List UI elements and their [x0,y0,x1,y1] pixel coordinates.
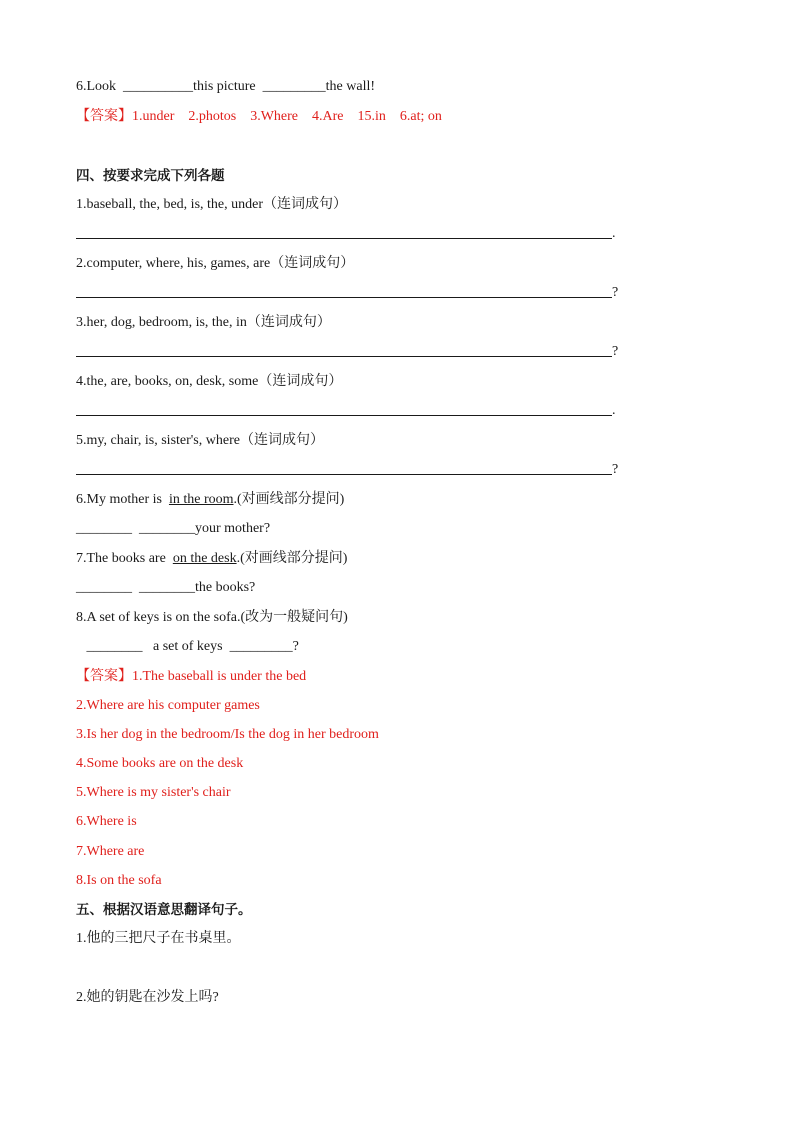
item-2-prompt: 2.computer, where, his, games, are（连词成句） [76,256,355,271]
answer-label: 【答案】 [76,109,132,124]
item-7-underlined: on the desk [172,551,237,566]
item-7-post: .(对画线部分提问) [236,551,348,566]
answer-6: 6.Where is [76,814,137,829]
item-7-fill: ________ ________the books? [76,580,256,595]
item-7-pre: 7.The books are [76,551,173,566]
section-5-heading: 五、根据汉语意思翻译句子。 [76,902,252,918]
item-5-endmark: ? [612,462,619,477]
item-6-post: .(对画线部分提问) [233,492,345,507]
answer-5: 5.Where is my sister's chair [76,785,231,800]
answer-1: 1.The baseball is under the bed [132,669,307,684]
section-4-heading: 四、按要求完成下列各题 [76,168,225,184]
item-2-endmark: ? [612,285,619,300]
answer-rule-1 [76,238,612,239]
answer-rule-5 [76,474,612,475]
answer-2: 2.Where are his computer games [76,698,260,713]
item-4-endmark: . [612,403,616,418]
answer-rule-2 [76,297,612,298]
item-6-underlined: in the room [168,492,234,507]
item-3-prompt: 3.her, dog, bedroom, is, the, in（连词成句） [76,315,331,330]
question-6-look: 6.Look __________this picture _________the wall! [76,79,376,94]
answer-rule-3 [76,356,612,357]
answer-7: 7.Where are [76,844,145,859]
item-8-prompt: 8.A set of keys is on the sofa.(改为一般疑问句) [76,610,348,625]
translation-question-1: 1.他的三把尺子在书桌里。 [76,931,241,946]
item-6-fill: ________ ________your mother? [76,521,271,536]
answer-4: 4.Some books are on the desk [76,756,244,771]
item-7-prompt [76,550,347,568]
answer-3: 3.Is her dog in the bedroom/Is the dog in her bedroom [76,727,379,742]
answer-rule-4 [76,415,612,416]
item-5-prompt: 5.my, chair, is, sister's, where（连词成句） [76,433,324,448]
translation-question-2: 2.她的钥匙在沙发上吗? [76,990,219,1005]
answer-line-section3 [76,108,442,126]
answer-8: 8.Is on the sofa [76,873,162,888]
answer-text: 1.under 2.photos 3.Where 4.Are 15.in 6.at; on [132,109,442,124]
item-1-endmark: . [612,226,616,241]
item-6-pre: 6.My mother is [76,492,169,507]
item-8-fill: ________ a set of keys _________? [76,639,299,654]
answer-line-1 [76,668,306,686]
item-1-prompt: 1.baseball, the, bed, is, the, under（连词成句） [76,197,348,212]
item-6-prompt [76,491,344,509]
item-4-prompt: 4.the, are, books, on, desk, some（连词成句） [76,374,343,389]
answer-label: 【答案】 [76,669,132,684]
item-3-endmark: ? [612,344,619,359]
